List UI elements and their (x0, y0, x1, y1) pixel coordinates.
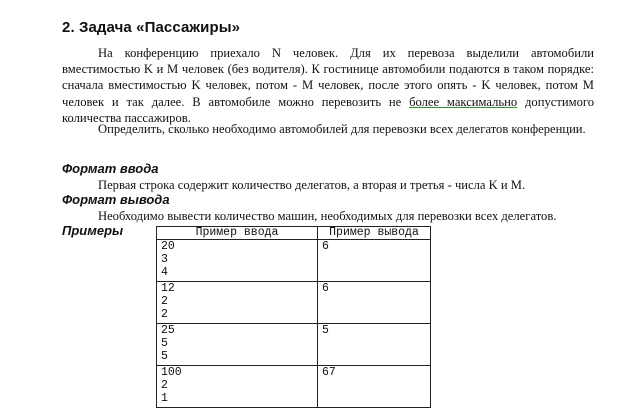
example-output-cell: 5 (318, 324, 431, 366)
input-format-heading: Формат ввода (62, 161, 159, 176)
example-input-line: 100 (161, 366, 182, 379)
example-input-line: 2 (161, 308, 168, 321)
statement-text: На конференцию приехало N человек. Для их перевоза выделили автомобили вместимостью K и M человек (без водителя). К гостинице автомобили подаются в таком порядке: сначала вместимостью K человек, потом - M человек, после этого опять - K человек, потом M человек и так далее. В автомобиле можно перевозить не (62, 46, 594, 109)
table-row (157, 324, 431, 366)
example-input-line: 3 (161, 253, 168, 266)
input-format-text: Первая строка содержит количество делегатов, а вторая и третья - числа K и M. (98, 178, 526, 192)
example-input-line: 25 (161, 324, 175, 337)
examples-heading: Примеры (62, 223, 124, 238)
example-input-cell (157, 240, 318, 282)
example-output-cell: 6 (318, 240, 431, 282)
column-header-output: Пример вывода (318, 227, 431, 240)
table-row (157, 366, 431, 408)
examples-table (156, 226, 431, 408)
example-input-line: 4 (161, 266, 168, 279)
example-input-line: 2 (161, 295, 168, 308)
table-row (157, 240, 431, 282)
statement-text-end: допустимого количества пассажиров. (62, 94, 595, 125)
statement-underlined-text: более максимально (409, 94, 518, 109)
example-input-line: 2 (161, 379, 168, 392)
problem-title: 2. Задача «Пассажиры» (62, 19, 241, 36)
problem-question: Определить, сколько необходимо автомобилей для перевозки всех делегатов конференции. (98, 122, 586, 136)
example-output-cell: 67 (318, 366, 431, 408)
example-output-cell: 6 (318, 282, 431, 324)
problem-statement (62, 45, 594, 126)
output-format-text: Необходимо вывести количество машин, необходимых для перевозки всех делегатов. (98, 209, 557, 223)
column-header-input: Пример ввода (157, 227, 318, 240)
output-format-heading: Формат вывода (62, 192, 170, 207)
example-input-line: 5 (161, 337, 168, 350)
example-input-line: 20 (161, 240, 175, 253)
example-input-line: 1 (161, 392, 168, 405)
example-input-line: 12 (161, 282, 175, 295)
examples-header-row (157, 227, 431, 240)
example-input-line: 5 (161, 350, 168, 363)
example-input-cell (157, 324, 318, 366)
example-input-cell (157, 282, 318, 324)
example-input-cell (157, 366, 318, 408)
table-row (157, 282, 431, 324)
